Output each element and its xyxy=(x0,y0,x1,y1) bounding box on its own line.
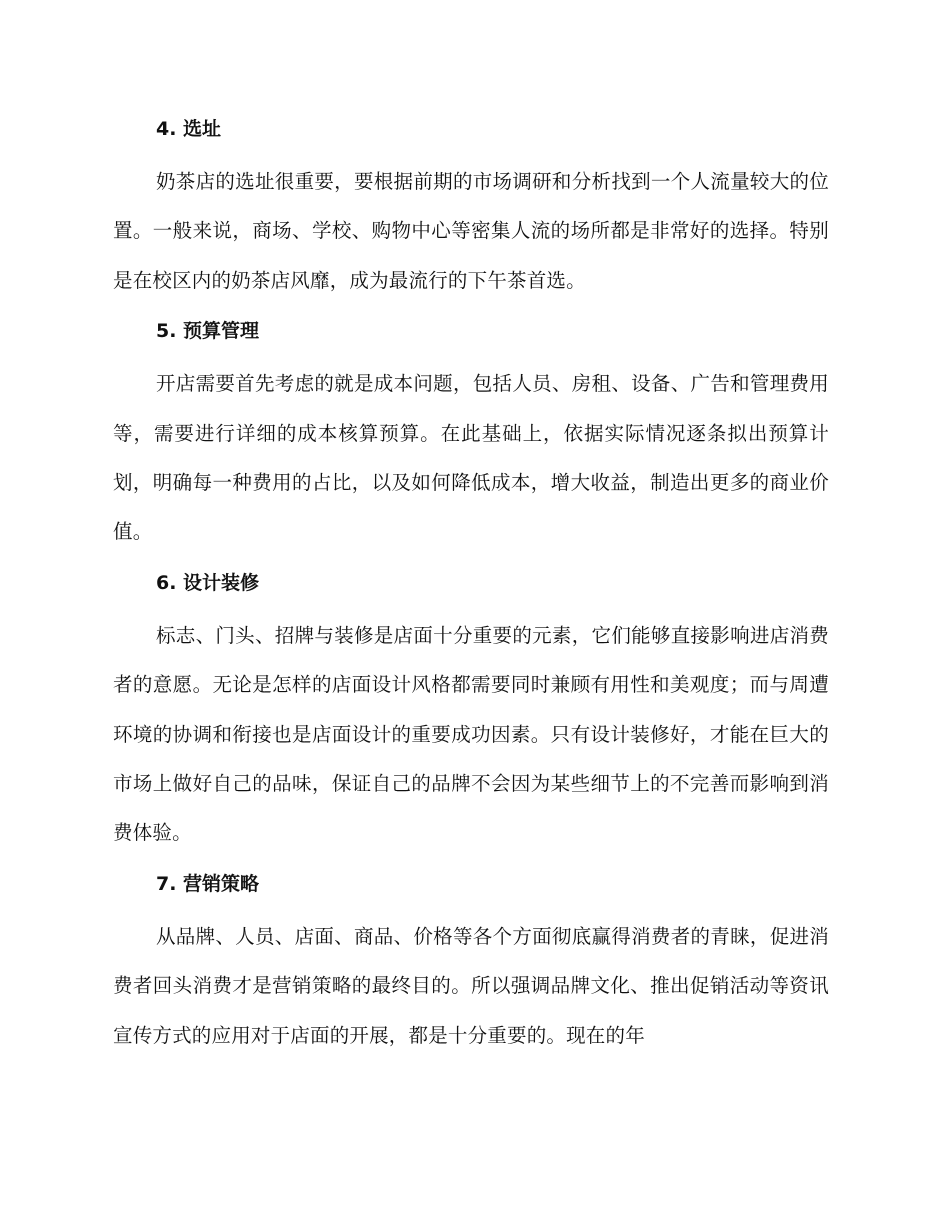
section-paragraph: 奶茶店的选址很重要，要根据前期的市场调研和分析找到一个人流量较大的位置。一般来说，商场、学校、购物中心等密集人流的场所都是非常好的选择。特别是在校区内的奶茶店风靡，成为最流行的下午茶首选。 xyxy=(113,170,829,292)
section-heading: 7. 营销策略 xyxy=(156,872,260,895)
section-budget xyxy=(113,307,829,557)
section-paragraph: 从品牌、人员、店面、商品、价格等各个方面彻底赢得消费者的青睐，促进消费者回头消费才是营销策略的最终目的。所以强调品牌文化、推出促销活动等资讯宣传方式的应用对于店面的开展，都是十分重要的。现在的年 xyxy=(113,924,829,1047)
section-heading: 6. 设计装修 xyxy=(156,571,260,594)
section-paragraph: 标志、门头、招牌与装修是店面十分重要的元素，它们能够直接影响进店消费者的意愿。无论是怎样的店面设计风格都需要同时兼顾有用性和美观度；而与周遭环境的协调和衔接也是店面设计的重要成功因素。只有设计装修好，才能在巨大的市场上做好自己的品味，保证自己的品牌不会因为某些细节上的不完善而影响到消费体验。 xyxy=(113,623,829,845)
section-paragraph: 开店需要首先考虑的就是成本问题，包括人员、房租、设备、广告和管理费用等，需要进行详细的成本核算预算。在此基础上，依据实际情况逐条拟出预算计划，明确每一种费用的占比，以及如何降低成本，增大收益，制造出更多的商业价值。 xyxy=(113,372,829,544)
section-heading: 4. 选址 xyxy=(156,118,222,140)
section-location xyxy=(113,105,829,305)
section-heading: 5. 预算管理 xyxy=(156,320,260,343)
section-design xyxy=(113,559,829,858)
section-marketing xyxy=(113,860,829,1060)
document-page xyxy=(113,105,829,1062)
